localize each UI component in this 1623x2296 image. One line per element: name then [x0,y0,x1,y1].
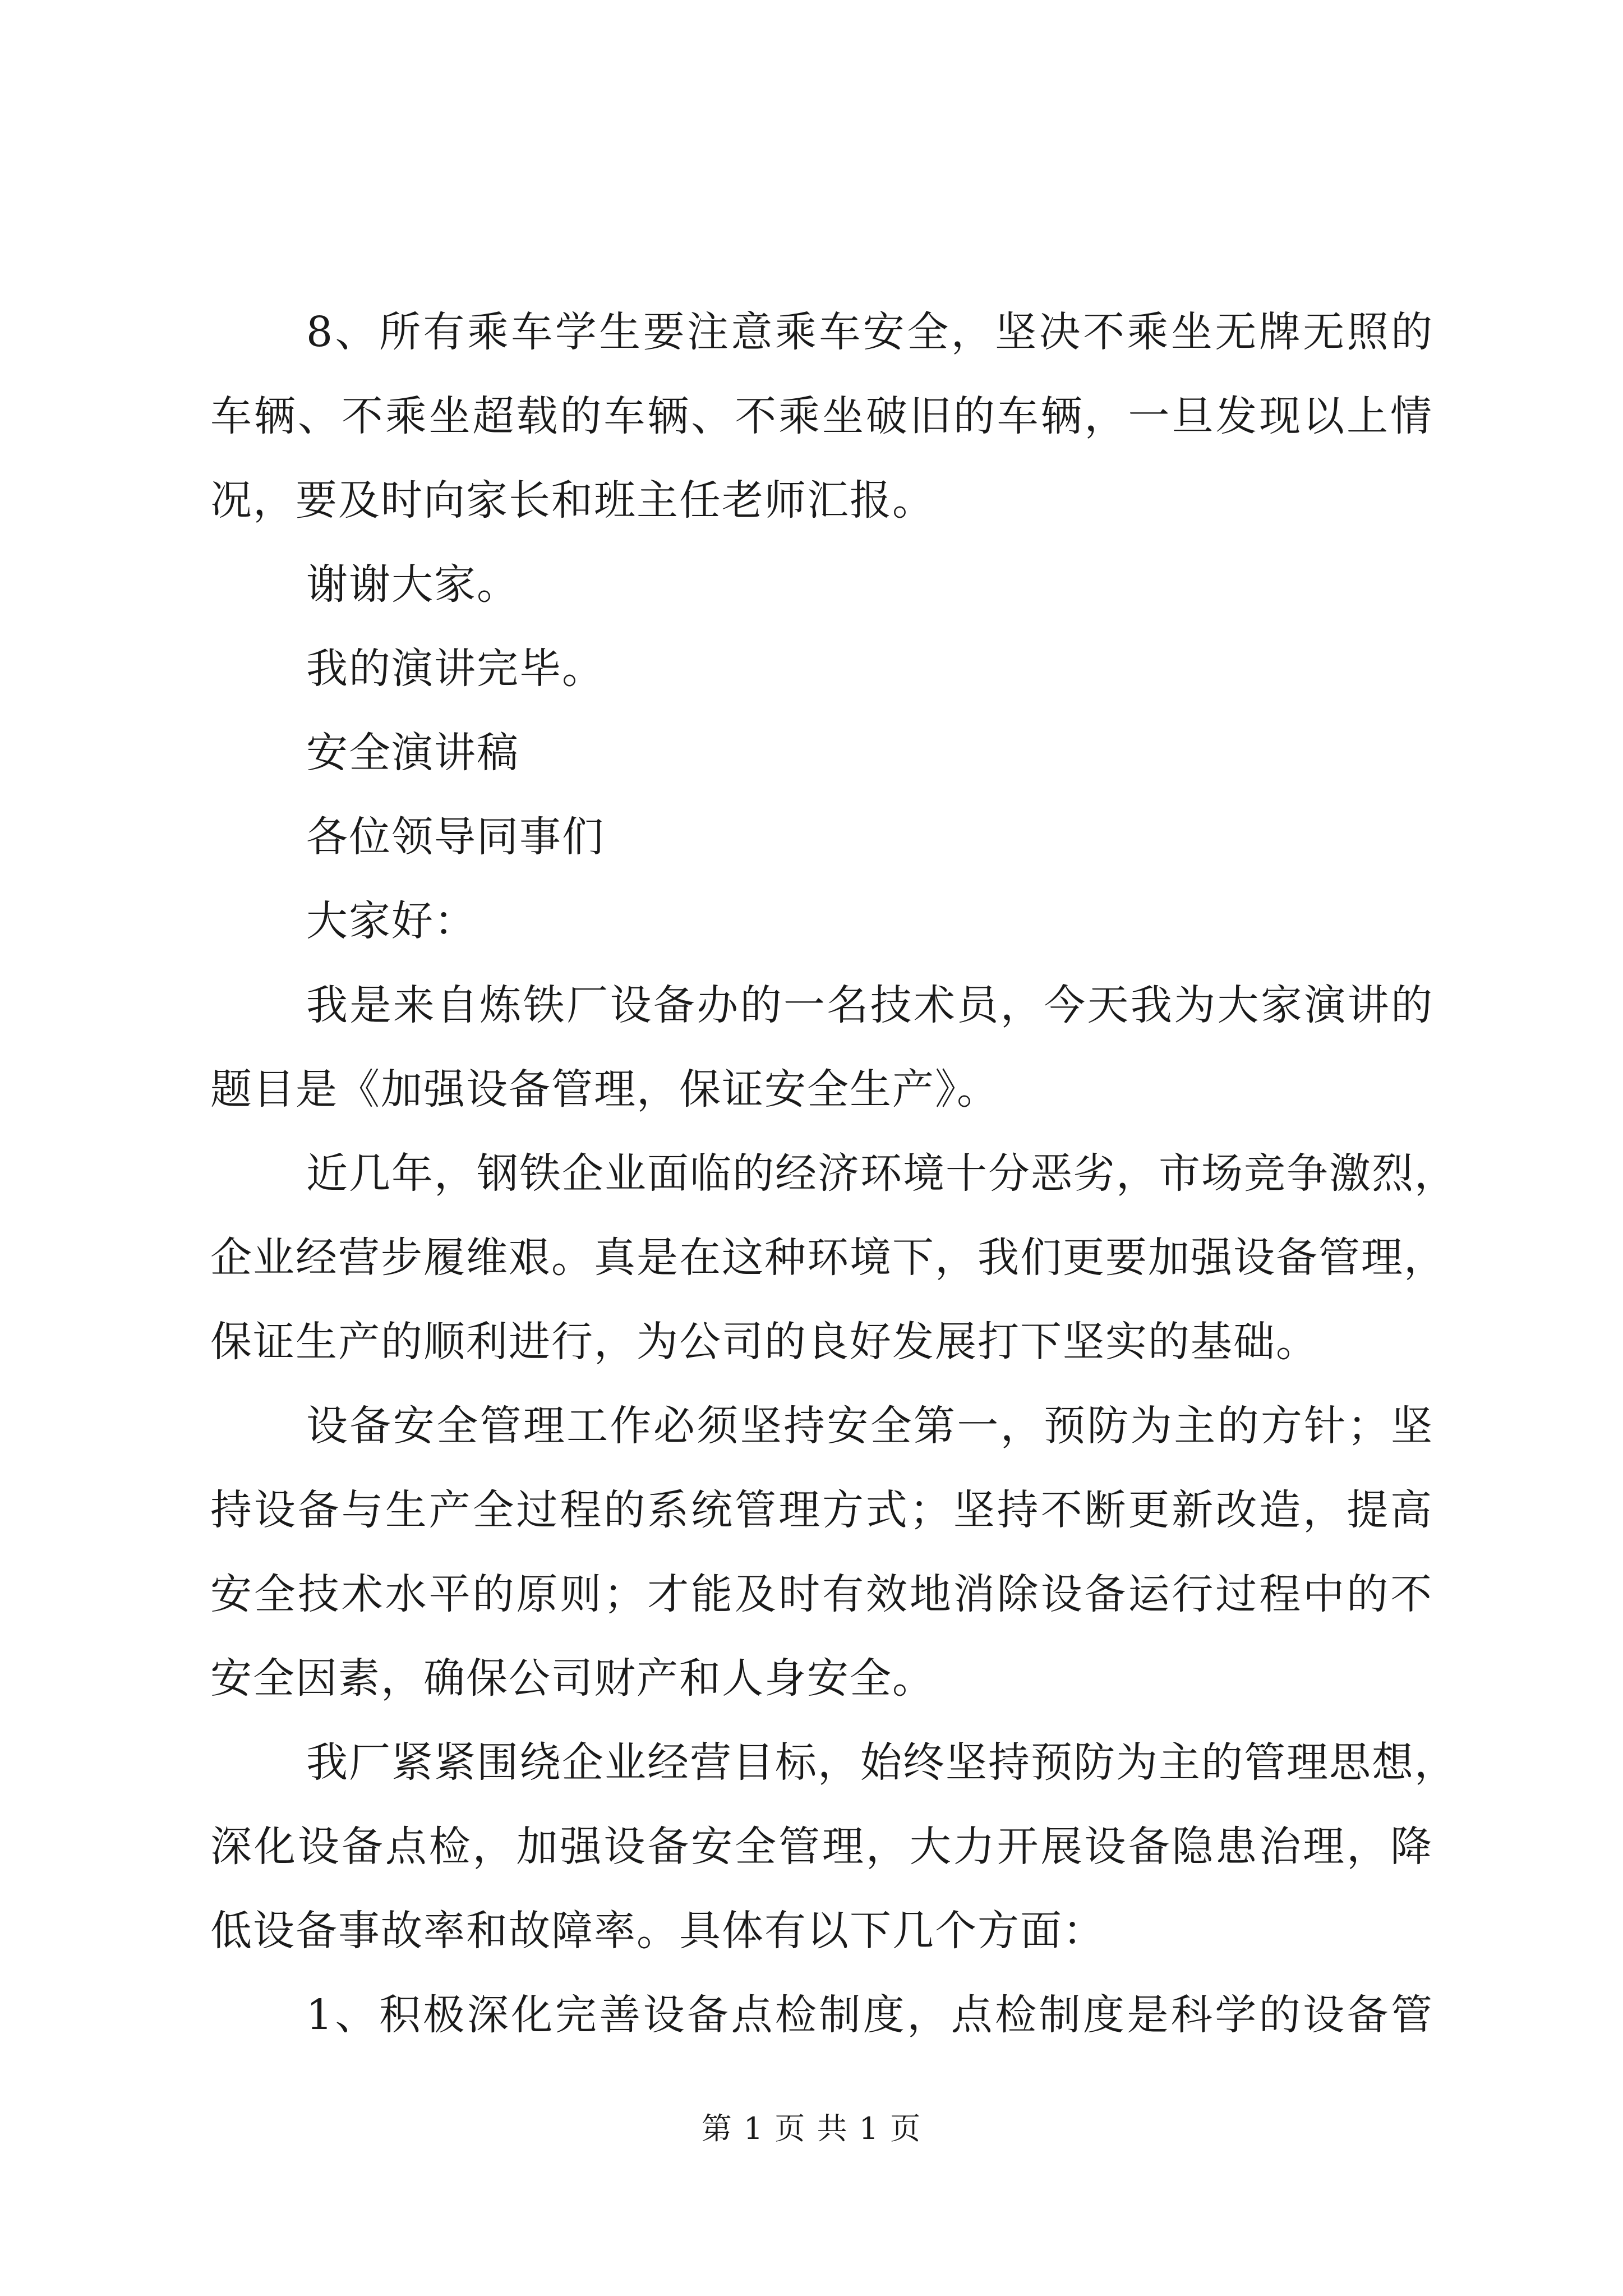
paragraph-line: 题目是《加强设备管理，保证安全生产》。 [210,1065,999,1114]
paragraph-line: 8、所有乘车学生要注意乘车安全，坚决不乘坐无牌无照的 [306,308,1433,356]
paragraph-line: 近几年，钢铁企业面临的经济环境十分恶劣，市场竞争激烈， [306,1149,1457,1198]
paragraph-line: 我是来自炼铁厂设备办的一名技术员，今天我为大家演讲的 [306,981,1433,1029]
paragraph-line: 安全技术水平的原则；才能及时有效地消除设备运行过程中的不 [210,1570,1433,1618]
paragraph-line: 各位领导同事们 [306,813,605,861]
paragraph-line: 我的演讲完毕。 [306,645,605,693]
page-number-footer: 第 1 页 共 1 页 [701,2111,922,2146]
paragraph-line: 况，要及时向家长和班主任老师汇报。 [210,476,935,524]
paragraph-line: 持设备与生产全过程的系统管理方式；坚持不断更新改造，提高 [210,1486,1433,1534]
paragraph-line: 安全因素，确保公司财产和人身安全。 [210,1654,935,1703]
paragraph-line: 保证生产的顺利进行，为公司的良好发展打下坚实的基础。 [210,1318,1318,1366]
paragraph-line: 1、积极深化完善设备点检制度，点检制度是科学的设备管 [306,1991,1433,2039]
paragraph-line: 车辆、不乘坐超载的车辆、不乘坐破旧的车辆，一旦发现以上情 [210,392,1433,440]
paragraph-line: 我厂紧紧围绕企业经营目标，始终坚持预防为主的管理思想， [306,1738,1457,1787]
paragraph-line: 深化设备点检，加强设备安全管理，大力开展设备隐患治理，降 [210,1823,1433,1871]
paragraph-line: 大家好： [306,897,477,945]
paragraph-line: 谢谢大家。 [306,560,519,609]
paragraph-line: 安全演讲稿 [306,729,519,777]
paragraph-line: 设备安全管理工作必须坚持安全第一，预防为主的方针；坚 [306,1402,1433,1450]
paragraph-line: 企业经营步履维艰。真是在这种环境下，我们更要加强设备管理， [210,1234,1446,1282]
paragraph-line: 低设备事故率和故障率。具体有以下几个方面： [210,1907,1105,1955]
